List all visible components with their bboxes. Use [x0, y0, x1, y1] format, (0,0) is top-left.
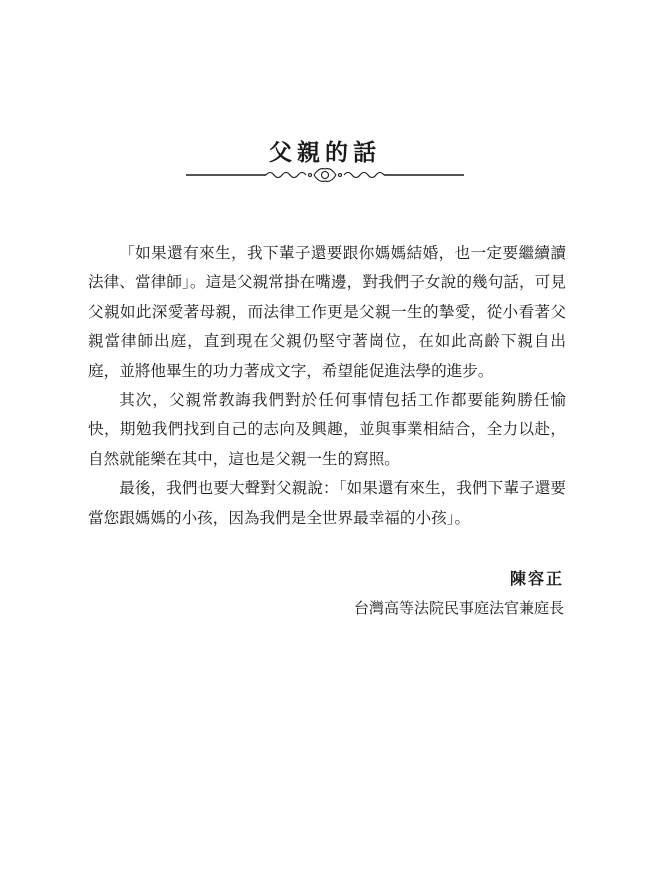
title-flourish-divider: [186, 166, 464, 184]
page-title: 父親的話: [269, 139, 381, 166]
paragraph-3: 最後，我們也要大聲對父親說：「如果還有來生，我們下輩子還要當您跟媽媽的小孩，因為我們是全世界最幸福的小孩」。: [88, 479, 566, 527]
signature-title: 台灣高等法院民事庭法官兼庭長: [353, 599, 564, 617]
paragraph-1: 「如果還有來生，我下輩子還要跟你媽媽結婚，也一定要繼續讀法律、當律師」。這是父親常掛在嘴邊，對我們子女說的幾句話，可見父親如此深愛著母親，而法律工作更是父親一生的摯愛，從小看著父親當律師出庭，直到現在父親仍堅守著崗位，在如此高齡下親自出庭，並將他畢生的功力著成文字，希望能促進法學的進步。: [88, 244, 566, 380]
letter-body: [88, 239, 566, 533]
signature-name: 陳容正: [509, 569, 564, 588]
paragraph-2: 其次，父親常教誨我們對於任何事情包括工作都要能夠勝任愉快，期勉我們找到自己的志向及興趣，並與事業相結合，全力以赴，自然就能樂在其中，這也是父親一生的寫照。: [88, 391, 566, 468]
